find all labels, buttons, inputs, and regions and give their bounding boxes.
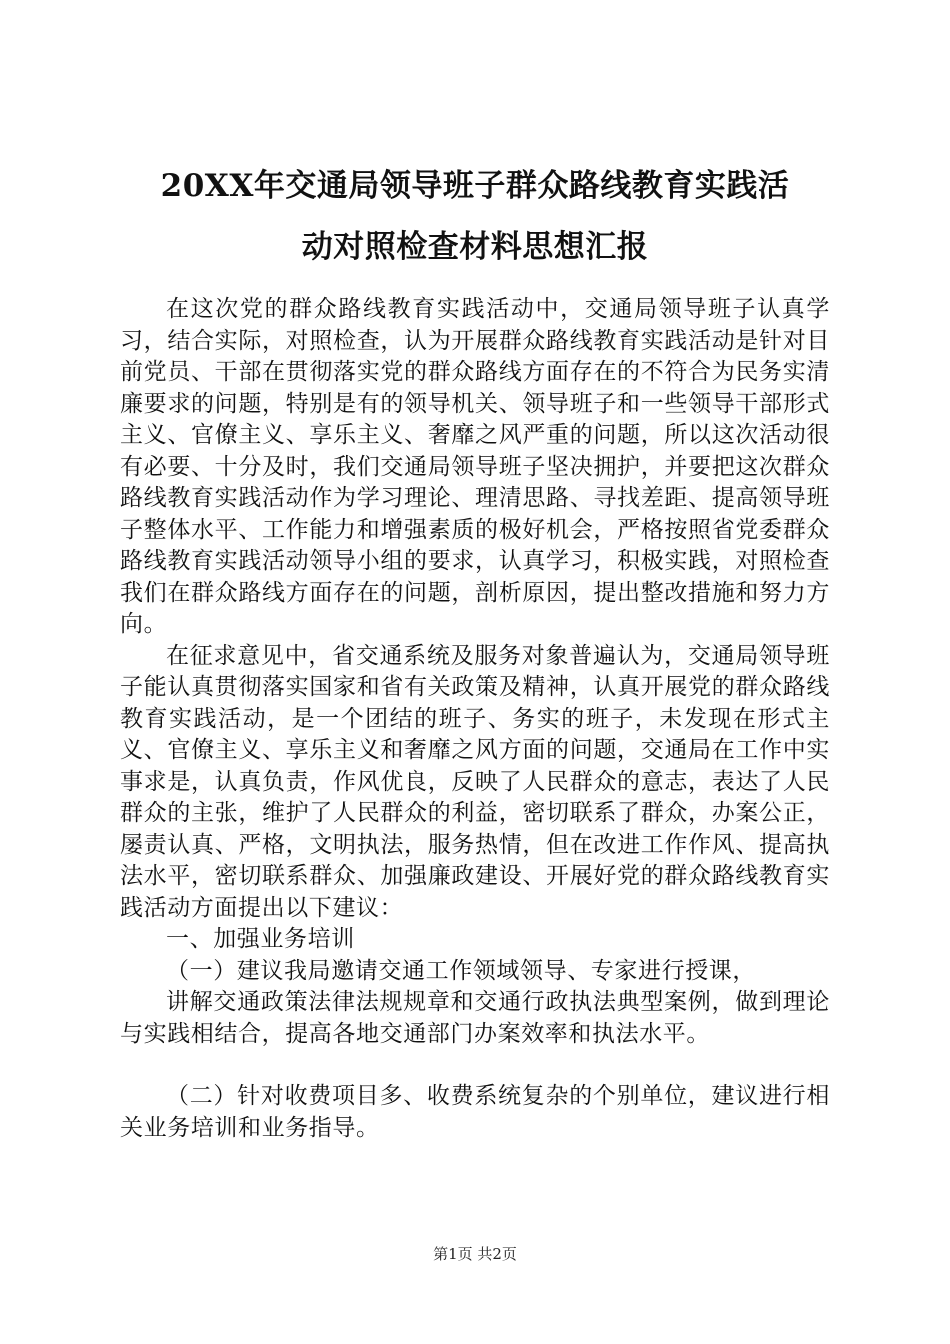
item-1-line: （一）建议我局邀请交通工作领域领导、专家进行授课， [166, 957, 756, 984]
body-paragraph-1: 在这次党的群众路线教育实践活动中，交通局领导班子认真学习，结合实际，对照检查，认为开展群众路线教育实践活动是针对目前党员、干部在贯彻落实党的群众路线方面存在的不符合为民务实清廉要求的问题，特别是有的领导机关、领导班子和一些领导干部形式主义、官僚主义、享乐主义、奢靡之风严重的问题，所以这次活动很有必要、十分及时，我们交通局领导班子坚决拥护，并要把这次群众路线教育实践活动作为学习理论、理清思路、寻找差距、提高领导班子整体水平、工作能力和增强素质的极好机会，严格按照省党委群众路线教育实践活动领导小组的要求，认真学习，积极实践，对照检查我们在群众路线方面存在的问题，剖析原因，提出整改措施和努力方向。 [120, 296, 830, 637]
section-heading-1: 一、加强业务培训 [166, 926, 355, 952]
body-paragraph-2: 在征求意见中，省交通系统及服务对象普遍认为，交通局领导班子能认真贯彻落实国家和省有关政策及精神，认真开展党的群众路线教育实践活动，是一个团结的班子、务实的班子，未发现在形式主义、官僚主义、享乐主义和奢靡之风方面的问题，交通局在工作中实事求是，认真负责，作风优良，反映了人民群众的意志，表达了人民群众的主张，维护了人民群众的利益，密切联系了群众，办案公正，屡责认真、严格，文明执法，服务热情，但在改进工作作风、提高执法水平，密切联系群众、加强廉政建设、开展好党的群众路线教育实践活动方面提出以下建议： [120, 642, 830, 921]
page-number-footer: 第1页 共2页 [433, 1245, 517, 1263]
item-1-continuation: 讲解交通政策法律法规规章和交通行政执法典型案例，做到理论与实践相结合，提高各地交通部门办案效率和执法水平。 [120, 989, 830, 1047]
document-body [120, 294, 830, 1144]
document-title-line-1: 20XX年交通局领导班子群众路线教育实践活 [160, 168, 790, 204]
item-2: （二）针对收费项目多、收费系统复杂的个别单位，建议进行相关业务培训和业务指导。 [120, 1083, 830, 1141]
document-title-line-2: 动对照检查材料思想汇报 [301, 229, 649, 265]
